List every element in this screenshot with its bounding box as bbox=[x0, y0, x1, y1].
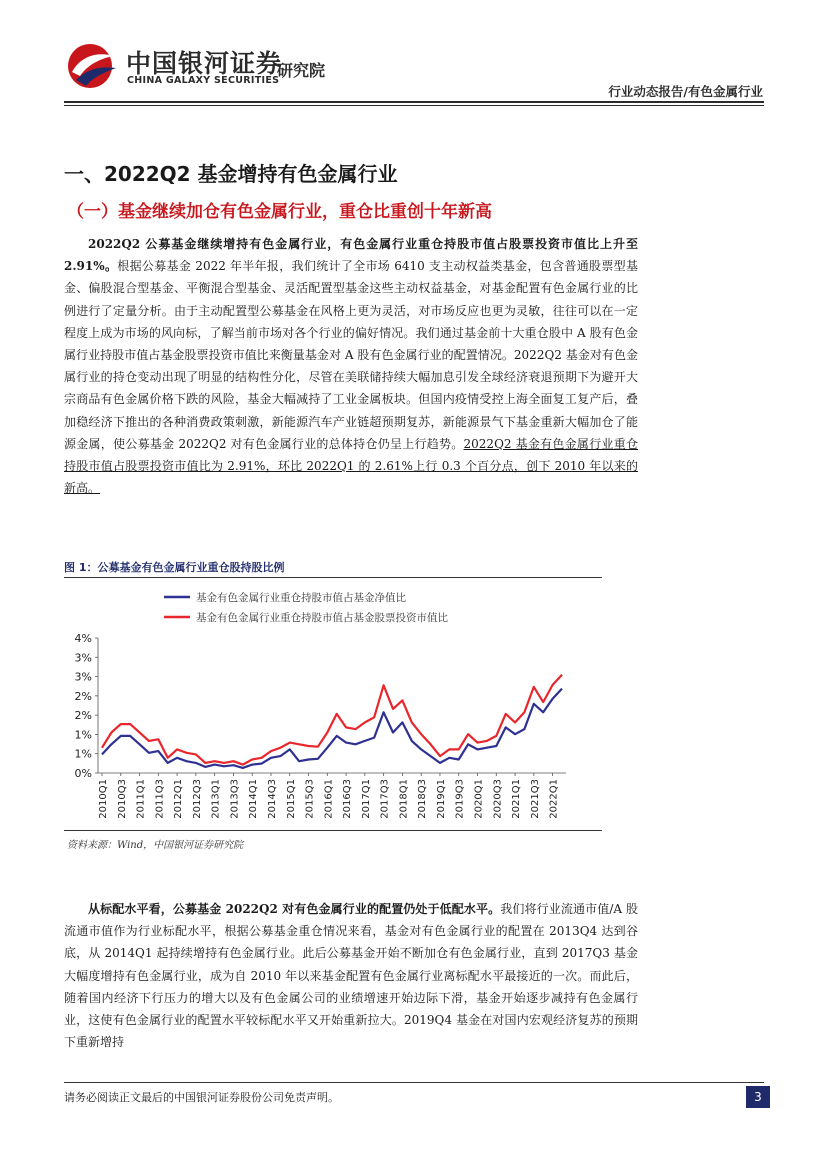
x-tick-label: 2011Q3 bbox=[154, 779, 166, 819]
x-tick-label: 2010Q1 bbox=[98, 779, 109, 819]
figure-title: 图 1：公募基金有色金属行业重仓股持股比例 bbox=[64, 561, 285, 574]
report-type: 行业动态报告/有色金属行业 bbox=[608, 84, 763, 99]
brand-name-en: CHINA GALAXY SECURITIES bbox=[127, 75, 280, 86]
x-tick-label: 2015Q3 bbox=[304, 779, 316, 819]
y-tick-label: 3% bbox=[74, 651, 92, 665]
x-tick-label: 2018Q1 bbox=[398, 779, 410, 819]
paragraph-2-lead: 从标配水平看，公募基金 2022Q2 对有色金属行业的配置仍处于低配水平。 bbox=[88, 902, 501, 916]
paragraph-1-highlight: 2022Q2 基金有色金属行业重仓持股市值占股票投资市值比为 2.91%，环比 2022Q1 的 2.61%上行 0.3 个百分点，创下 2010 年以来的新高。 bbox=[64, 436, 638, 496]
paragraph-1 bbox=[64, 233, 638, 499]
y-tick-label: 0% bbox=[74, 767, 92, 780]
x-tick-label: 2020Q3 bbox=[492, 779, 504, 819]
x-tick-label: 2014Q1 bbox=[248, 779, 260, 819]
x-tick-label: 2014Q3 bbox=[266, 779, 278, 819]
chart-series bbox=[102, 675, 562, 768]
legend-label-2: 基金有色金属行业重仓持股市值占基金股票投资市值比 bbox=[196, 612, 448, 624]
y-tick-label: 2% bbox=[74, 709, 92, 723]
y-tick-label: 1% bbox=[74, 728, 92, 742]
chart-legend bbox=[164, 591, 448, 624]
x-tick-label: 2012Q3 bbox=[191, 779, 203, 819]
x-tick-label: 2021Q1 bbox=[511, 779, 523, 819]
y-tick-label: 1% bbox=[74, 747, 92, 761]
figure-top-rule bbox=[64, 577, 602, 578]
x-tick-label: 2019Q3 bbox=[454, 779, 466, 819]
x-axis-tick-labels bbox=[98, 779, 560, 819]
y-axis-tick-labels bbox=[75, 632, 92, 780]
x-tick-label: 2017Q1 bbox=[360, 779, 372, 819]
x-tick-label: 2012Q1 bbox=[173, 779, 185, 819]
x-tick-label: 2013Q3 bbox=[229, 779, 241, 819]
y-tick-label: 2% bbox=[74, 689, 92, 703]
x-tick-label: 2020Q1 bbox=[473, 779, 485, 819]
section-subtitle: （一）基金继续加仓有色金属行业，重仓比重创十年新高 bbox=[67, 202, 492, 222]
x-tick-label: 2019Q1 bbox=[435, 779, 447, 819]
x-tick-label: 2011Q1 bbox=[135, 779, 147, 819]
paragraph-2 bbox=[64, 898, 638, 1053]
footer-disclaimer: 请务必阅读正文最后的中国银河证券股份公司免责声明。 bbox=[64, 1091, 339, 1104]
x-tick-label: 2017Q3 bbox=[379, 779, 391, 819]
brand-name-cn: 中国银河证券 bbox=[126, 49, 283, 78]
y-tick-label: 3% bbox=[74, 670, 92, 684]
paragraph-1-lead: 2022Q2 公募基金继续增持有色金属行业，有色金属行业重仓持股市值占股票投资市值比上升至 2.91%。 bbox=[64, 237, 638, 274]
x-tick-label: 2021Q3 bbox=[529, 779, 541, 819]
header-divider-thick bbox=[64, 101, 764, 103]
figure-source: 资料来源：Wind，中国银河证券研究院 bbox=[67, 840, 244, 851]
page-number: 3 bbox=[746, 1086, 770, 1108]
y-tick-label: 4% bbox=[74, 632, 92, 645]
section-title: 一、2022Q2 基金增持有色金属行业 bbox=[64, 162, 398, 186]
figure-bottom-rule bbox=[64, 830, 602, 831]
x-tick-label: 2010Q3 bbox=[116, 779, 128, 819]
series-line-2 bbox=[102, 675, 562, 765]
paragraph-2-body: 我们将行业流通市值/A 股流通市值作为行业标配水平，根据公募基金重仓情况来看，基金对有色金属行业的配置在 2013Q4 达到谷底，从 2014Q1 起持续增持有色金属行业。此后公募基金开始不断加仓有色金属行业，直到 2017Q3 基金大幅度增持有色金属行业，成为自 2010 年以来基金配置有色金属行业离标配水平最接近的一次。而此后，随着国内经济下行压力的增大以及有色金属公司的业绩增速开始边际下滑，基金开始逐步减持有色金属行业，这使有色金属行业的配置水平较标配水平又开始重新拉大。2019Q4 基金在对国内宏观经济复苏的预期下重新增持 bbox=[64, 902, 639, 1050]
company-logo-icon bbox=[66, 42, 118, 90]
line-chart bbox=[64, 580, 602, 828]
x-tick-label: 2015Q1 bbox=[285, 779, 297, 819]
paragraph-1-body: 根据公募基金 2022 年半年报，我们统计了全市场 6410 支主动权益类基金，包含普通股票型基金、偏股混合型基金、平衡混合型基金、灵活配置型基金这些主动权益基金，对基金配置有色金属行业的比例进行了定量分析。由于主动配置型公募基金在风格上更为灵活，对市场反应也更为灵敏，往往可以在一定程度上成为市场的风向标，了解当前市场对各个行业的偏好情况。我们通过基金前十大重仓股中 A 股有色金属行业持股市值占基金股票投资市值比来衡量基金对 A 股有色金属行业的配置情况。2022Q2 基金对有色金属行业的持仓变动出现了明显的结构性分化，尽管在美联储持续大幅加息引发全球经济衰退预期下为避开大宗商品有色金属价格下跌的风险，基金大幅减持了工业金属板块。但国内疫情受控上海全面复工复产后，叠加稳经济下推出的各种消费政策刺激，新能源汽车产业链超预期复苏，新能源景气下基金重新大幅加仓了能源金属，使公募基金 2022Q2 对有色金属行业的总体持仓仍呈上行趋势。 bbox=[64, 259, 638, 451]
x-tick-label: 2018Q3 bbox=[417, 779, 429, 819]
x-tick-label: 2016Q1 bbox=[323, 779, 335, 819]
brand-institute: 研究院 bbox=[277, 61, 326, 80]
footer-divider bbox=[64, 1082, 764, 1083]
legend-label-1: 基金有色金属行业重仓持股市值占基金净值比 bbox=[196, 592, 406, 604]
header-divider-thin bbox=[64, 105, 764, 106]
x-tick-label: 2022Q1 bbox=[548, 779, 560, 819]
x-tick-label: 2013Q1 bbox=[210, 779, 222, 819]
x-tick-label: 2016Q3 bbox=[342, 779, 354, 819]
